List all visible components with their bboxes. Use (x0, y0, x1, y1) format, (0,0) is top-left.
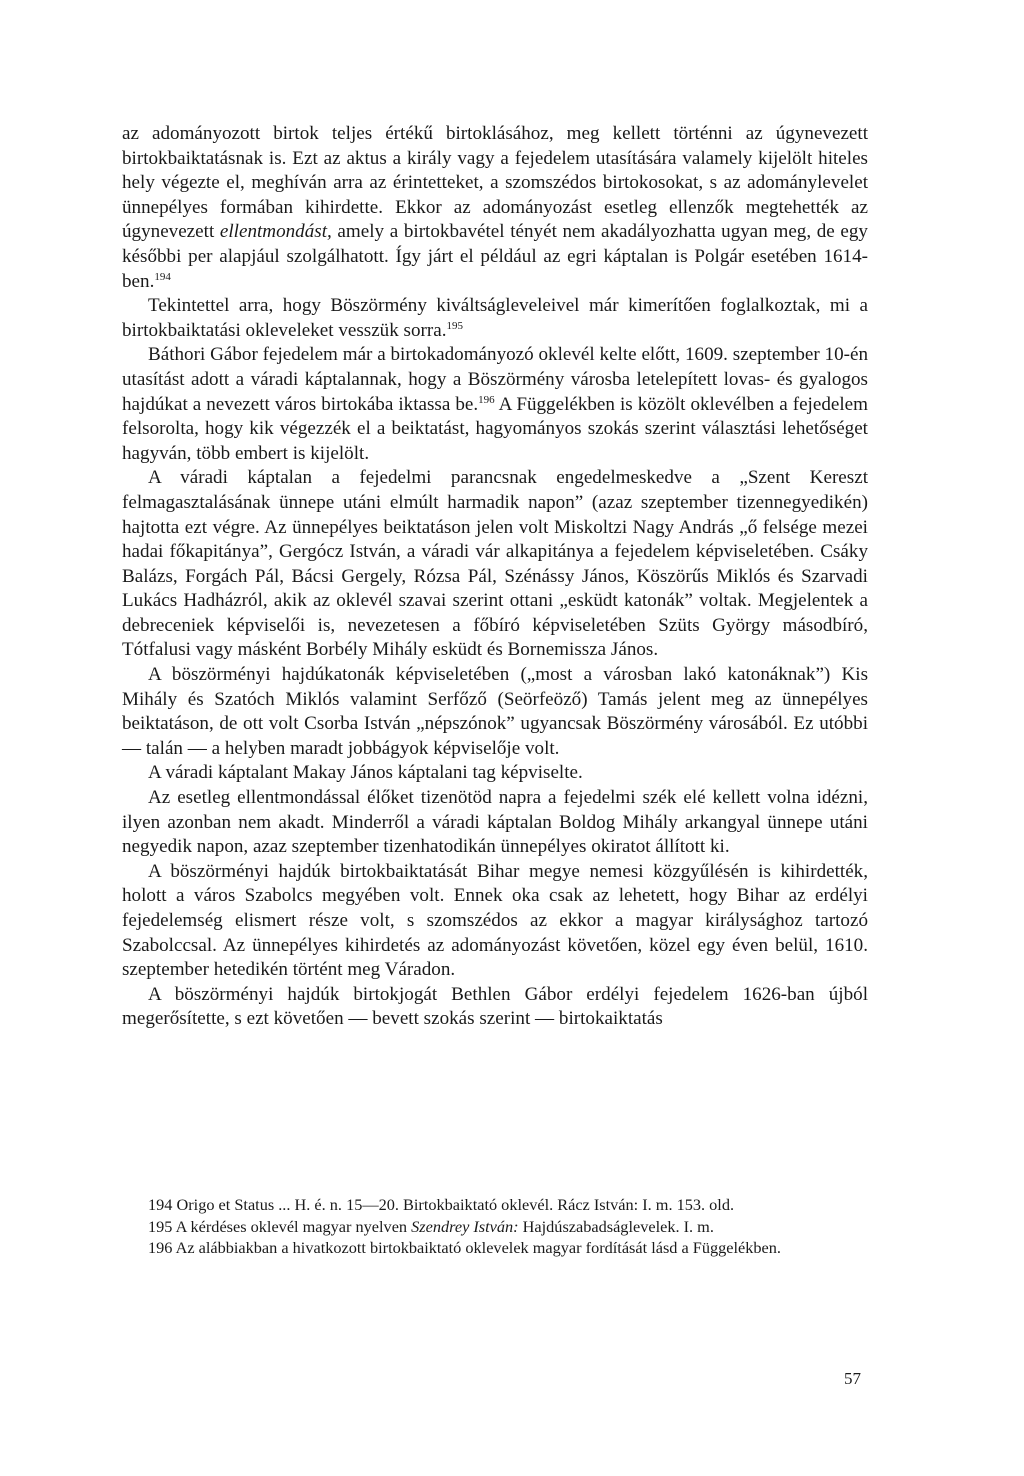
text-run: A váradi káptalant Makay János káptalani tag képviselte. (148, 762, 583, 784)
paragraph (122, 761, 868, 786)
text-run: 194 Origo et Status ... H. é. n. 15—20. Birtokbaiktató oklevél. Rácz István: I. m. 153. old. (148, 1195, 735, 1214)
footnotes (122, 1195, 868, 1260)
text-run: Az esetleg ellentmondással élőket tizenötöd napra a fejedelmi szék elé kellett volna idézni, ilyen azonban nem akadt. Minderről a váradi káptalan Boldog Mihály arkangyal ünnepe utáni negyedik napon, azaz szeptember tizenhatodikán ünnepélyes okiratot állított ki. (122, 787, 868, 858)
paragraph (122, 663, 868, 761)
text-run: Báthori Gábor fejedelem már a birtokadományozó oklevél kelte előtt, 1609. szeptember 10-én utasítást adott a váradi káptalannak, hogy a Böszörmény városba letelepített lovas- és gyalogos hajdúkat a nevezett város birtokába iktassa be. (122, 344, 868, 415)
footnote-ref: 194 (154, 270, 171, 283)
footnote (122, 1217, 868, 1237)
footnote (122, 1238, 868, 1258)
paragraph (122, 343, 868, 466)
text-run: A böszörményi hajdúk birtokjogát Bethlen Gábor erdélyi fejedelem 1626-ban újból megerősítette, s ezt követően — bevett szokás szerint — birtokaiktatás (122, 983, 868, 1030)
text-run: amely a birtokbavétel tényét nem akadályozhatta ugyan meg, de egy későbbi per alapjául szolgálhatott. Így járt el például az egri káptalan is Polgár esetében 1614-ben. (122, 221, 868, 292)
text-run: A Függelékben is közölt oklevélben a fejedelem felsorolta, hogy kik végezzék el a beiktatást, hagyományos szokás szerint választási lehetőséget hagyván, több embert is kijelölt. (122, 393, 868, 464)
paragraph (122, 786, 868, 860)
paragraph (122, 860, 868, 983)
text-run: 195 A kérdéses oklevél magyar nyelven (148, 1216, 412, 1236)
paragraph (122, 122, 868, 294)
footnote-ref: 195 (446, 319, 463, 332)
page-number: 57 (844, 1369, 861, 1388)
text-run: A böszörményi hajdúk birtokbaiktatását Bihar megye nemesi közgyűlésén is kihirdették, holott a város Szabolcs megyében volt. Ennek oka csak az lehetett, hogy Bihar az erdélyi fejedelemség elismert része volt, s szomszédos az ekkor a magyar királysághoz tartozó Szabolccsal. Az ünnepélyes kihirdetés az adományozást követően, közel egy éven belül, 1610. szeptember hetedikén történt meg Váradon. (122, 860, 868, 981)
paragraph (122, 983, 868, 1032)
paragraph (122, 294, 868, 343)
text-run: 196 Az alábbiakban a hivatkozott birtokbaiktató oklevelek magyar fordítását lásd a Függelékben. (148, 1238, 781, 1258)
footnote (122, 1195, 868, 1215)
footnote-ref: 196 (478, 393, 495, 406)
text-run: A váradi káptalan a fejedelmi parancsnak engedelmeskedve a „Szent Kereszt felmagasztalásának ünnepe utáni elmúlt harmadik napon” (azaz szeptember tizennegyedikén) hajtotta ezt végre. Az ünnepélyes beiktatáson jelen volt Miskoltzi Nagy András „ő felsége mezei hadai főkapitánya”, Gergócz István, a váradi vár alkapitánya a fejedelem képviseletében. Csáky Balázs, Forgách Pál, Bácsi Gergely, Rózsa Pál, Szénássy János, Köszörűs Miklós és Szarvadi Lukács Hadházról, akik az oklevél szavai szerint ottani „esküdt katonák” voltak. Megjelentek a debreceniek képviselői is, nevezetesen a főbíró képviseletében Szüts György másodbíró, Tótfalusi vagy másként Borbély Mihály esküdt és Bornemissza János. (122, 467, 868, 661)
text-run: A böszörményi hajdúkatonák képviseletében („most a városban lakó katonáknak”) Kis Mihály és Szatóch Miklós valamint Serfőző (Seörfeöző) Tamás jelent meg az ünnepélyes beiktatáson, de ott volt Csorba István „népszónok” ugyancsak Böszörmény városából. Ez utóbbi — talán — a helyben maradt jobbágyok képviselője volt. (122, 664, 868, 759)
text-run: Tekintettel arra, hogy Böszörmény kiváltságleveleivel már kimerítően foglalkoztak, mi a birtokbaiktatási okleveleket vesszük sorra. (122, 295, 868, 341)
body-text (122, 122, 868, 1032)
italic-text: ellentmondást, (219, 221, 332, 243)
text-run: az adományozott birtok teljes értékű birtoklásához, meg kellett történni az úgynevezett birtokbaiktatásnak is. Ezt az aktus a király vagy a fejedelem utasítására valamely kijelölt hiteles hely végezte el, meghíván arra az érintetteket, a szomszédos birtokosokat, s az adománylevelet ünnepélyes formában kihirdette. Ekkor az adományozást esetleg ellenzők megtehették az úgynevezett (122, 123, 868, 243)
paragraph (122, 466, 868, 663)
text-run: Hajdúszabadságlevelek. I. m. (518, 1216, 714, 1236)
italic-text: Szendrey István: (411, 1216, 519, 1236)
